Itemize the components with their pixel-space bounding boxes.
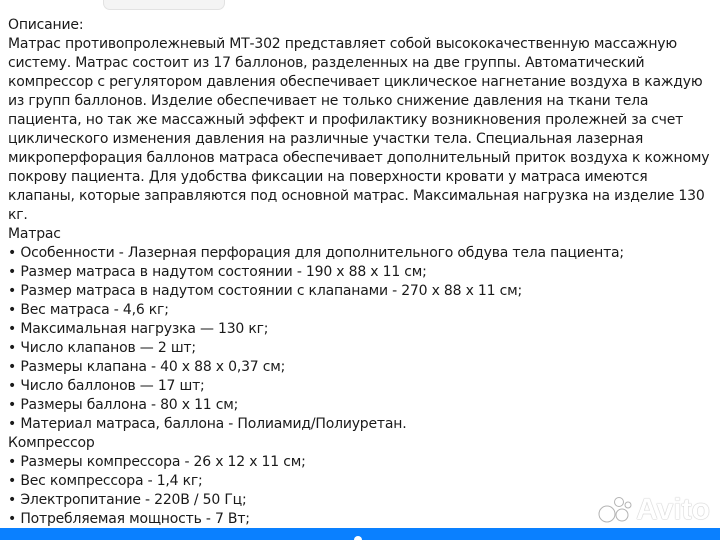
bottom-bar-dot xyxy=(354,536,362,544)
list-item: • Размеры компрессора - 26 х 12 х 11 см; xyxy=(8,453,714,472)
list-item: • Потребляемая мощность - 7 Вт; xyxy=(8,510,714,529)
list-item: • Вес матраса - 4,6 кг; xyxy=(8,301,714,320)
list-item: • Материал матраса, баллона - Полиамид/Полиуретан. xyxy=(8,415,714,434)
bottom-action-bar[interactable] xyxy=(0,528,720,540)
avito-watermark xyxy=(598,494,710,526)
description-heading: Описание: xyxy=(8,17,84,33)
description-body: Матрас противопролежневый МТ-302 представляет собой высококачественную массажную систему. Матрас состоит из 17 баллонов, разделенных на две группы. Автоматический компрессор с регулятором давления обеспечивает циклическое нагнетание воздуха в каждую из групп баллонов. Изделие обеспечивает не только снижение давления на ткани тела пациента, но так же массажный эффект и профилактику возникновения пролежней за счет циклического изменения давления на различные участки тела. Специальная лазерная микроперфорация баллонов матраса обеспечивает дополнительный приток воздуха к кожному покрову пациента. Для удобства фиксации на поверхности кровати у матраса имеются клапаны, которые заправляются под основной матрас. Максимальная нагрузка на изделие 130 кг. xyxy=(8,36,710,223)
compressor-heading: Компрессор xyxy=(8,435,95,451)
top-strip xyxy=(0,0,720,12)
list-item: • Размеры клапана - 40 х 88 х 0,37 см; xyxy=(8,358,714,377)
avito-dots-icon xyxy=(598,495,632,525)
top-tab[interactable] xyxy=(103,0,225,10)
list-item: • Особенности - Лазерная перфорация для дополнительного обдува тела пациента; xyxy=(8,244,714,263)
watermark-text: Avito xyxy=(636,493,710,526)
mattress-heading: Матрас xyxy=(8,226,61,242)
list-item: • Размеры баллона - 80 х 11 см; xyxy=(8,396,714,415)
list-item: • Размер матраса в надутом состоянии - 190 х 88 х 11 см; xyxy=(8,263,714,282)
list-item: • Число баллонов — 17 шт; xyxy=(8,377,714,396)
list-item: • Число клапанов — 2 шт; xyxy=(8,339,714,358)
list-item: • Вес компрессора - 1,4 кг; xyxy=(8,472,714,491)
list-item: • Электропитание - 220В / 50 Гц; xyxy=(8,491,714,510)
mattress-spec-list xyxy=(8,244,714,434)
listing-description xyxy=(8,16,714,529)
list-item: • Максимальная нагрузка — 130 кг; xyxy=(8,320,714,339)
list-item: • Размер матраса в надутом состоянии с клапанами - 270 х 88 х 11 см; xyxy=(8,282,714,301)
